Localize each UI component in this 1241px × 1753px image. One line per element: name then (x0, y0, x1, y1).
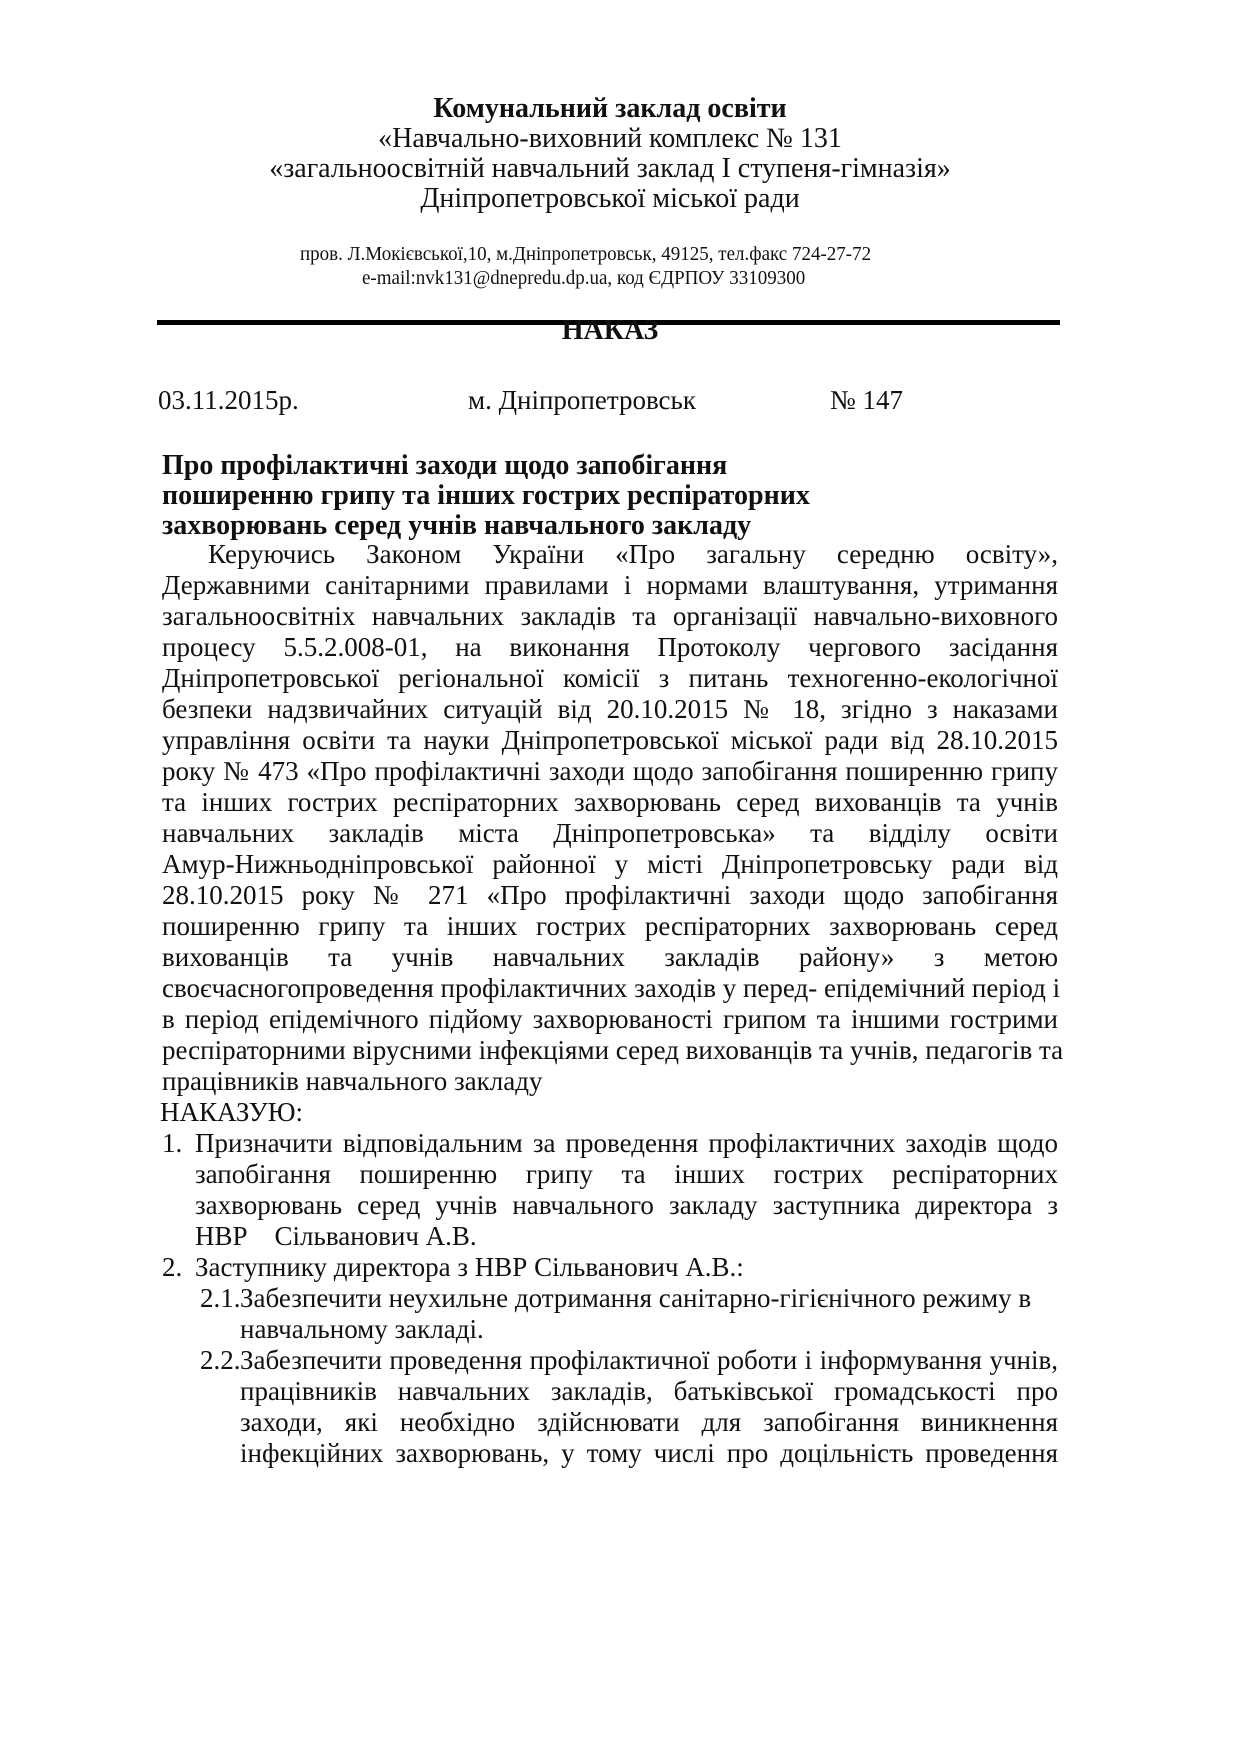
item-line: НВР Сільванович А.В. (195, 1221, 477, 1251)
preamble-line: та інших гострих респіраторних захворювань серед вихованців та учнів (162, 787, 1058, 817)
institution-address: пров. Л.Мокієвської,10, м.Дніпропетровськ, 49125, тел.факс 724-27-72 (300, 243, 872, 265)
institution-council: Дніпропетровської міської ради (420, 183, 800, 214)
item-line: запобігання поширенню грипу та інших гострих респіраторних (195, 1159, 1058, 1189)
subject-line: Про профілактичні заходи щодо запобігання (162, 450, 728, 481)
preamble-line: 28.10.2015 року № 271 «Про профілактичні заходи щодо запобігання (162, 880, 1058, 910)
subitem-line: працівників навчальних закладів, батьківської громадськості про (240, 1376, 1058, 1406)
item-line: Заступнику директора з НВР Сільванович А.В.: (195, 1252, 744, 1282)
preamble-line: процесу 5.5.2.008-01, на виконання Протоколу чергового засідання (162, 632, 1058, 662)
subject-line: захворювань серед учнів навчального закладу (162, 510, 752, 541)
preamble-line: Амур-Нижньодніпровської районної у місті Дніпропетровську ради від (162, 849, 1058, 879)
preamble-line: безпеки надзвичайних ситуацій від 20.10.2015 № 18, згідно з наказами (162, 694, 1058, 724)
order-title: НАКАЗ (561, 315, 659, 346)
order-number: № 147 (830, 385, 904, 415)
order-word: НАКАЗУЮ: (160, 1097, 304, 1127)
subitem-line: навчальному закладі. (240, 1314, 484, 1344)
preamble-line: Державними санітарними правилами і нормами влаштування, утримання (162, 570, 1058, 600)
subitem-line: інфекційних захворювань, у тому числі про доцільність проведення (240, 1438, 1058, 1468)
subitem-number: 2.2. (200, 1345, 241, 1375)
preamble-line: в період епідемічного підйому захворюваності грипом та іншими гострими (162, 1004, 1058, 1034)
preamble-line: загальноосвітніх навчальних закладів та організації навчально-виховного (162, 601, 1058, 631)
preamble-line: вихованців та учнів навчальних закладів району» з метою (162, 942, 1058, 972)
preamble-line: Дніпропетровської регіональної комісії з питань техногенно-екологічної (162, 663, 1058, 693)
order-date: 03.11.2015р. (158, 385, 299, 415)
item-line: захворювань серед учнів навчального закладу заступника директора з (195, 1190, 1058, 1220)
preamble-line: поширенню грипу та інших гострих респіраторних захворювань серед (162, 911, 1058, 941)
subject-line: поширенню грипу та інших гострих респіраторних (162, 480, 810, 511)
subitem-line: Забезпечити неухильне дотримання санітарно-гігієнічного режиму в (240, 1283, 1032, 1313)
preamble-line: навчальних закладів міста Дніпропетровська» та відділу освіти (162, 818, 1058, 848)
item-number: 1. (162, 1128, 183, 1158)
item-line: Призначити відповідальним за проведення профілактичних заходів щодо (195, 1128, 1058, 1158)
preamble-line: управління освіти та науки Дніпропетровської міської ради від 28.10.2015 (162, 725, 1058, 755)
subitem-number: 2.1. (200, 1283, 241, 1313)
preamble-line: своєчасногопроведення профілактичних заходів у перед- епідемічний період і (162, 973, 1061, 1003)
subitem-line: заходи, які необхідно здійснювати для запобігання виникнення (240, 1407, 1058, 1437)
preamble-line: працівників навчального закладу (162, 1066, 543, 1096)
order-city: м. Дніпропетровськ (468, 385, 696, 415)
institution-email-code: e-mail:nvk131@dnepredu.dp.ua, код ЄДРПОУ 33109300 (362, 267, 806, 289)
preamble-line: Керуючись Законом України «Про загальну середню освіту», (208, 539, 1058, 569)
institution-name: Комунальний заклад освіти (433, 93, 787, 124)
preamble-line: респіраторними вірусними інфекціями серед вихованців та учнів, педагогів та (162, 1035, 1064, 1065)
item-number: 2. (162, 1252, 183, 1282)
institution-complex: «Навчально-виховний комплекс № 131 (378, 123, 842, 154)
preamble-line: року № 473 «Про профілактичні заходи щодо запобігання поширенню грипу (162, 756, 1058, 786)
institution-type: «загальноосвітній навчальний заклад І ступеня-гімназія» (269, 153, 951, 184)
subitem-line: Забезпечити проведення профілактичної роботи і інформування учнів, (240, 1345, 1058, 1375)
